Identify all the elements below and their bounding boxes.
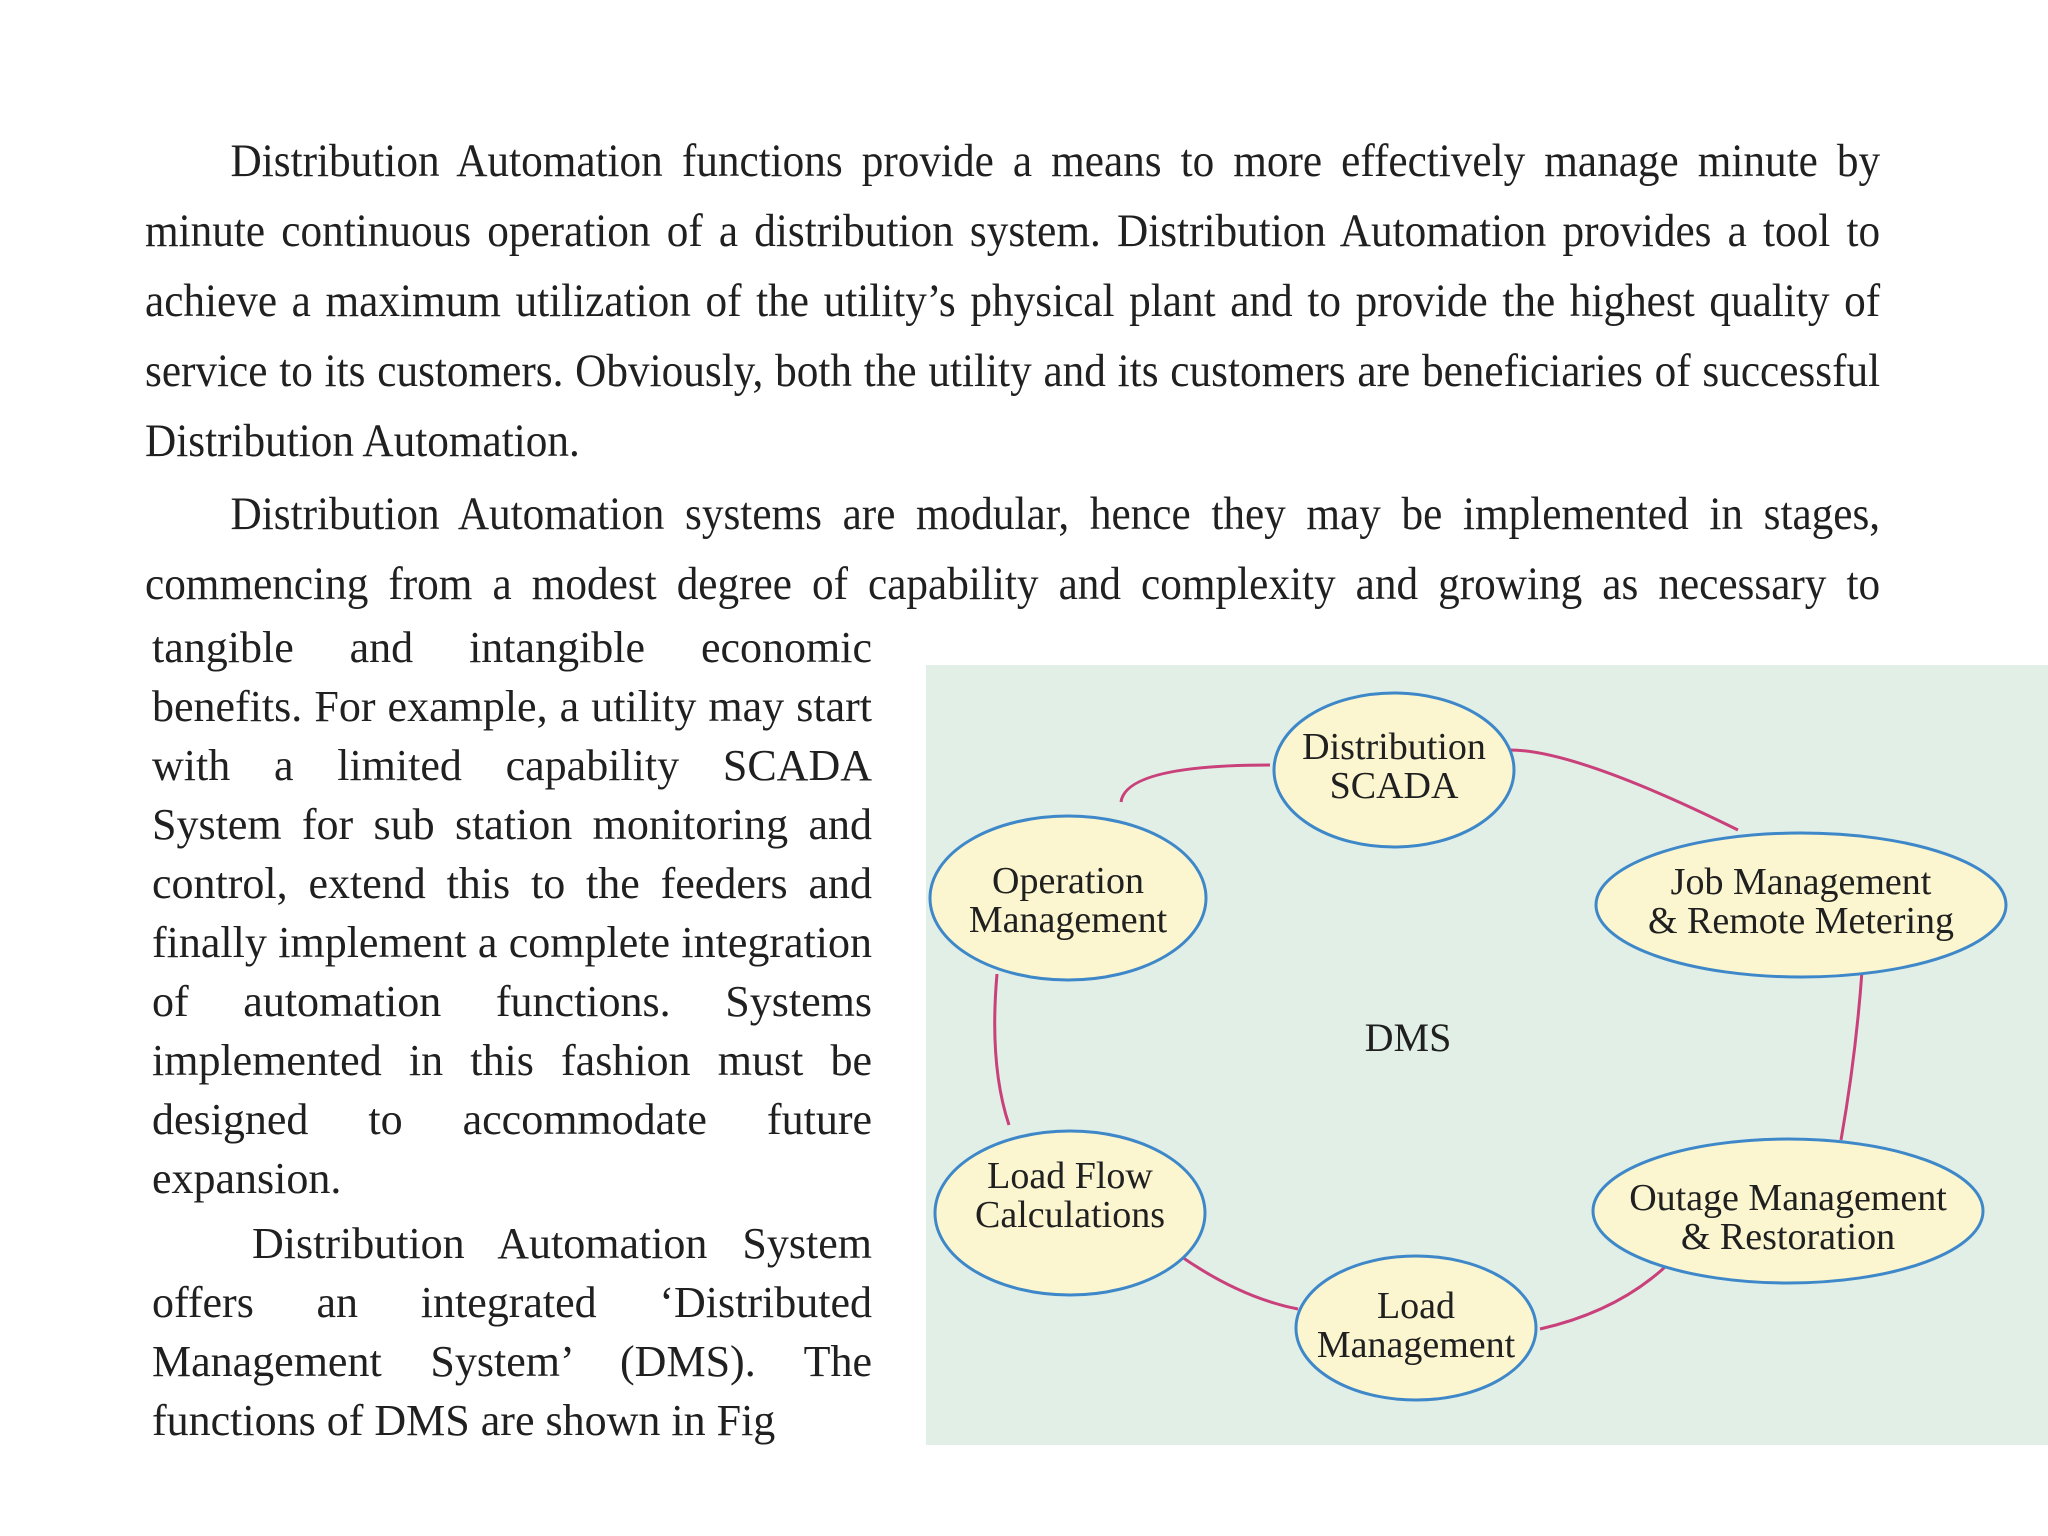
node-label-line2: & Restoration — [1680, 1216, 1896, 1258]
connector-job-outage — [1841, 971, 1862, 1140]
node-job-management — [1596, 833, 2006, 977]
paragraph-column — [152, 618, 872, 1470]
node-load-management — [1296, 1256, 1536, 1400]
node-label-line2: Management — [968, 899, 1168, 941]
node-distribution-scada — [1274, 693, 1514, 847]
dms-diagram-svg — [926, 665, 2048, 1445]
node-label-line2: Management — [1316, 1324, 1516, 1366]
node-label-line2: SCADA — [1329, 765, 1459, 807]
node-label-line1: Outage Management — [1629, 1177, 1947, 1219]
node-label-line1: Load Flow — [987, 1155, 1153, 1197]
node-label-line1: Operation — [992, 860, 1144, 902]
connector-operation-loadflow — [995, 974, 1009, 1125]
center-label: DMS — [1364, 1015, 1452, 1060]
node-load-flow — [935, 1131, 1205, 1295]
paragraph-modular: Distribution Automation systems are modular, hence they may be implemented in stages, commencing from a modest degree of capability and complexity and growing as necessary to — [145, 488, 1881, 610]
node-label-line1: Load — [1376, 1285, 1456, 1327]
node-label-line1: Distribution — [1302, 726, 1486, 768]
node-outage-management — [1593, 1139, 1983, 1283]
connector-scada-job — [1510, 750, 1738, 830]
paragraph-intro: Distribution Automation functions provide a means to more effectively manage minute by minute continuous operation of a distribution system. Distribution Automation provides a tool to achieve a maximum utilization of the utility’s physical plant and to provide the highest quality of service to its customers. Obviously, both the utility and its customers are beneficiaries of successful Distribution Automation. — [145, 135, 1881, 467]
dms-diagram — [926, 665, 2048, 1445]
node-label-line1: Job Management — [1670, 861, 1932, 903]
paragraph-dms-intro: Distribution Automation System offers an integrated ‘Distributed Management System’ (DMS). The functions of DMS are shown in Fig — [152, 1219, 872, 1445]
node-label-line2: & Remote Metering — [1647, 900, 1955, 942]
connector-scada-operation — [1121, 765, 1270, 802]
paragraph-benefits: tangible and intangible economic benefits. For example, a utility may start with a limited capability SCADA System for sub station monitoring and control, extend this to the feeders and finally implement a complete integration of automation functions. Systems implemented in this fashion must be designed to accommodate future expansion. — [152, 623, 872, 1203]
node-label-line2: Calculations — [975, 1194, 1165, 1236]
node-operation-management — [930, 816, 1206, 980]
